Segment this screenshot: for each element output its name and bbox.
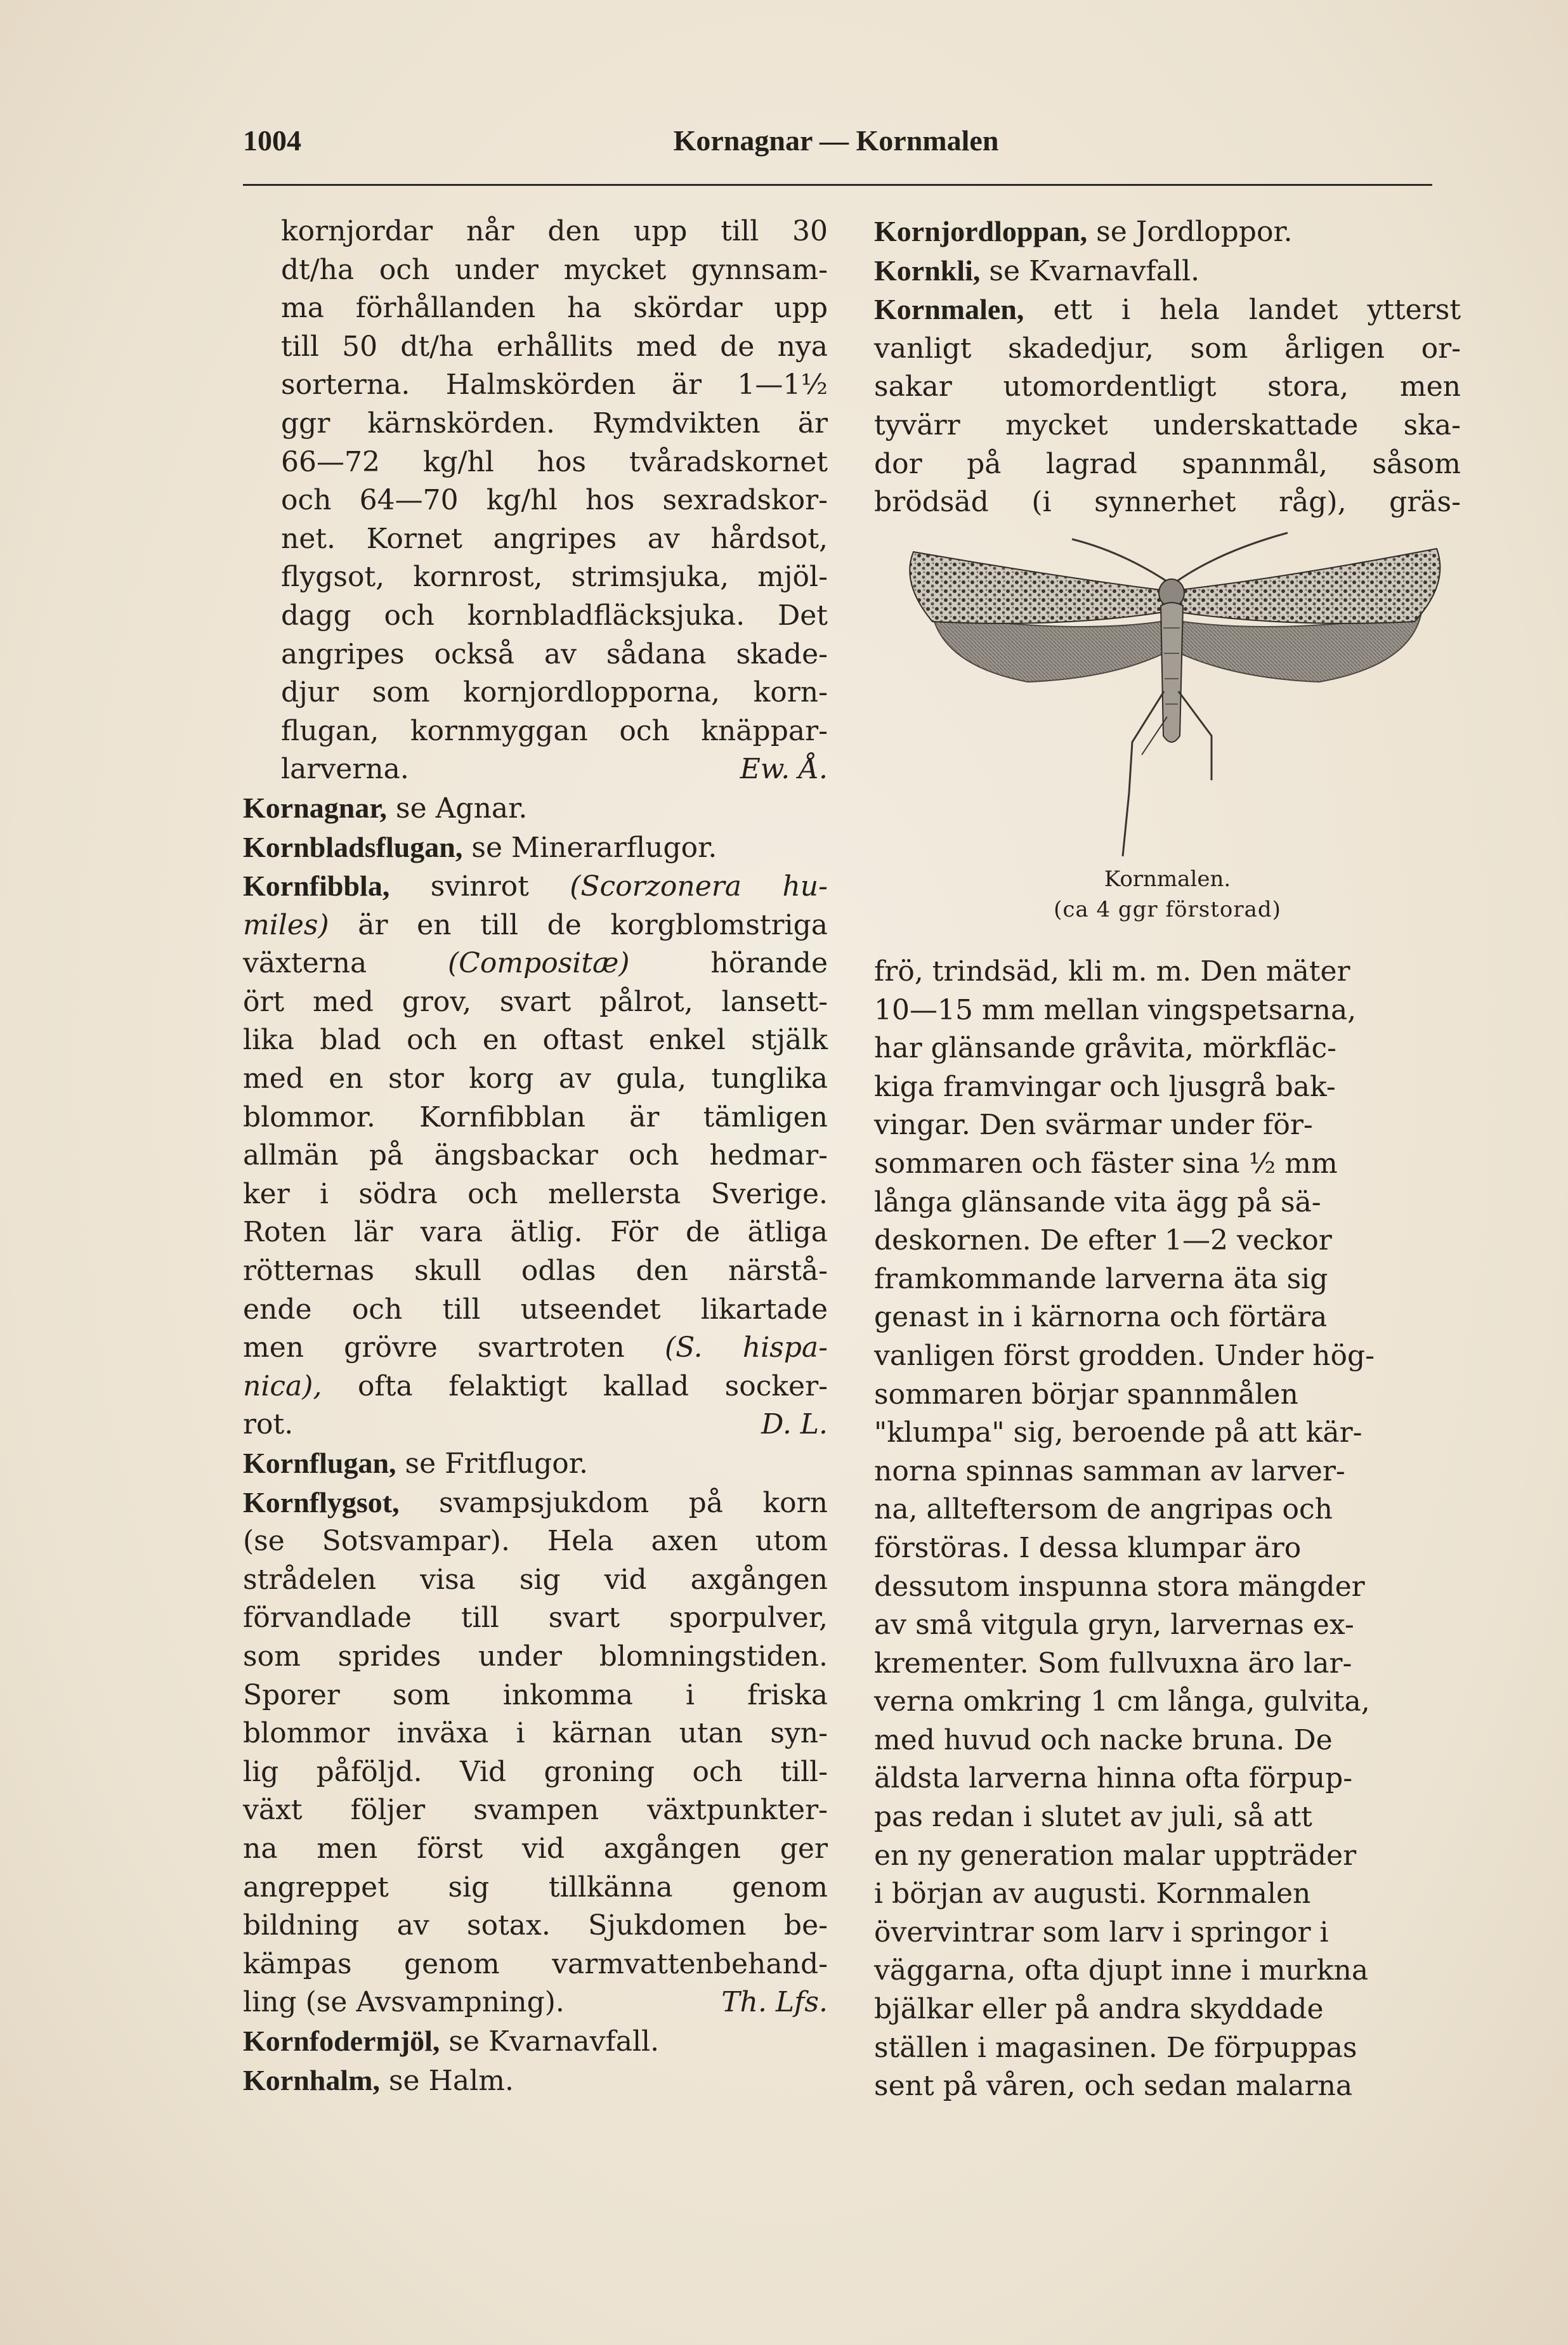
paragraph-end-line [243, 1983, 828, 2022]
line-text: kiga framvingar och ljusgrå bak- [874, 1070, 1336, 1103]
entry-text: se Halm. [379, 2064, 514, 2097]
paragraph-lines [243, 983, 828, 1329]
line-text: sakar utomordentligt stora, men [874, 370, 1461, 403]
line-text: en ny generation malar uppträder [874, 1839, 1357, 1872]
line-text: ling (se Avsvampning). [243, 1986, 565, 2019]
line-text: ma förhållanden ha skördar upp [281, 292, 828, 325]
entry-kornbladsflugan [243, 828, 828, 868]
line-text: sommaren börjar spannmålen [874, 1378, 1298, 1411]
line-text: flugan, kornmyggan och knäppar- [281, 714, 828, 747]
line-text: flygsot, kornrost, strimsjuka, mjöl- [281, 561, 828, 594]
entry-text: men grövre svartroten [243, 1331, 665, 1364]
entry-line [243, 1329, 828, 1368]
line-text: förstöras. I dessa klumpar äro [874, 1531, 1302, 1564]
entry-kornmalen [874, 291, 1461, 522]
entry-headword: Kornbladsflugan, [243, 830, 463, 863]
entry-headword: Kornmalen, [874, 293, 1024, 326]
entry-kornfodermjol [243, 2022, 828, 2061]
left-column [243, 212, 828, 2100]
line-text: norna spinnas samman av larver- [874, 1454, 1345, 1487]
line-text: ker i södra och mellersta Sverige. [243, 1177, 828, 1210]
entry-text: se Kvarnavfall. [440, 2025, 660, 2058]
line-text: sent på våren, och sedan malarna [874, 2070, 1353, 2103]
line-text: vanligen först grodden. Under hög- [874, 1339, 1375, 1372]
line-text: (se Sotsvampar). Hela axen utom [243, 1525, 828, 1558]
line-text: långa glänsande vita ägg på sä- [874, 1186, 1321, 1218]
line-text: dagg och kornbladfläcksjuka. Det [281, 599, 828, 632]
line-text: blommor inväxa i kärnan utan syn- [243, 1717, 828, 1750]
line-text: "klumpa" sig, beroende på att kär- [874, 1416, 1362, 1449]
latin-name: nica), [243, 1369, 322, 1402]
line-text: till 50 dt/ha erhållits med de nya [281, 330, 828, 363]
line-text: rötternas skull odlas den närstå- [243, 1255, 828, 1288]
entry-kornmalen-continued [874, 953, 1461, 2106]
line-text: ört med grov, svart pålrot, lansett- [243, 985, 828, 1018]
line-text: kornjordar når den upp till 30 [281, 215, 828, 247]
entry-headword: Kornfibbla, [243, 870, 390, 903]
line-text: frö, trindsäd, kli m. m. Den mäter [874, 955, 1350, 988]
entry-headword: Kornflugan, [243, 1447, 396, 1479]
line-text: med en stor korg av gula, tunglika [243, 1062, 828, 1095]
line-text: av små vitgula gryn, larvernas ex- [874, 1609, 1354, 1642]
entry-kornflygsot [243, 1484, 828, 2022]
line-text: dt/ha och under mycket gynnsam- [281, 253, 828, 286]
moth-illustration [882, 526, 1459, 882]
line-text: äldsta larverna hinna ofta förpup- [874, 1762, 1353, 1795]
line-text: vingar. Den svärmar under för- [874, 1109, 1313, 1142]
latin-name: (Compositæ) [448, 947, 630, 980]
line-text: deskornen. De efter 1—2 veckor [874, 1224, 1332, 1257]
entry-headword: Kornkli, [874, 254, 981, 287]
line-text: som sprides under blomningstiden. [243, 1640, 828, 1673]
line-text: väggarna, ofta djupt inne i murkna [874, 1954, 1369, 1987]
line-text: sommaren och fäster sina ½ mm [874, 1147, 1338, 1180]
line-text: verna omkring 1 cm långa, gulvita, [874, 1685, 1370, 1718]
right-antenna [1173, 533, 1288, 584]
right-column-top [874, 212, 1461, 522]
line-text: net. Kornet angripes av hårdsot, [281, 522, 828, 555]
line-text: genast in i kärnorna och förtära [874, 1301, 1328, 1334]
line-text: och 64—70 kg/hl hos sexradskor- [281, 484, 828, 517]
line-text: na, allteftersom de angripas och [874, 1493, 1333, 1526]
line-text: framkommande larverna äta sig [874, 1262, 1328, 1295]
latin-name: (Scorzonera hu- [570, 870, 828, 903]
right-leg [1179, 691, 1212, 780]
line-text: 10—15 mm mellan vingspetsarna, [874, 993, 1357, 1026]
entry-line [243, 906, 828, 945]
author-signature: Th. Lfs. [721, 1986, 828, 2019]
line-text: lig påföljd. Vid groning och till- [243, 1755, 828, 1788]
entry-kornkli [874, 252, 1461, 291]
line-text: pas redan i slutet av juli, så att [874, 1801, 1312, 1834]
paragraph-lines [243, 1522, 828, 1983]
entry-headword: Kornjordloppan, [874, 215, 1088, 247]
left-leg [1123, 691, 1164, 856]
line-text: angreppet sig tillkänna genom [243, 1871, 828, 1904]
entry-text: ett i hela landet ytterst [1024, 294, 1461, 327]
paragraph-lines [874, 330, 1461, 522]
line-text: strådelen visa sig vid axgången [243, 1563, 828, 1596]
line-text: lika blad och en oftast enkel stjälk [243, 1024, 828, 1057]
line-text: ggr kärnskörden. Rymdvikten är [281, 407, 828, 440]
entry-kornjordloppan [874, 212, 1461, 252]
line-text: rot. [243, 1408, 294, 1441]
line-text: Roten lär vara ätlig. För de ätliga [243, 1216, 828, 1249]
line-text: sorterna. Halmskörden är 1—1½ [281, 369, 828, 402]
entry-headword: Kornhalm, [243, 2063, 380, 2096]
entry-text: se Minerarflugor. [462, 831, 717, 864]
running-head: Kornagnar — Kornmalen [673, 124, 999, 157]
line-text: förvandlade till svart sporpulver, [243, 1602, 828, 1635]
line-text: krementer. Som fullvuxna äro lar- [874, 1647, 1352, 1680]
header-rule [243, 184, 1432, 186]
latin-name: (S. hispa- [664, 1331, 828, 1364]
entry-line [243, 1368, 828, 1406]
line-text: angripes också av sådana skade- [281, 637, 828, 670]
paragraph-end-line [243, 1406, 828, 1444]
left-hindwing [932, 615, 1164, 682]
entry-line [874, 291, 1461, 330]
line-text: larverna. [281, 753, 409, 786]
line-text: har glänsande gråvita, mörkfläc- [874, 1032, 1336, 1065]
figure-caption-title: Kornmalen. [1104, 866, 1231, 892]
line-text: bildning av sotax. Sjukdomen be- [243, 1909, 828, 1942]
line-text: dessutom inspunna stora mängder [874, 1570, 1365, 1603]
entry-text: är en till de korgblomstriga [329, 908, 828, 941]
entry-line [243, 1484, 828, 1523]
right-forewing [1179, 549, 1440, 624]
line-text: na men först vid axgången ger [243, 1832, 828, 1865]
right-column-bottom [874, 953, 1461, 2106]
latin-name: miles) [243, 908, 329, 941]
entry-headword: Kornfodermjöl, [243, 2024, 440, 2057]
line-text: ende och till utseendet likartade [243, 1293, 828, 1326]
author-signature: Ew. Å. [740, 753, 828, 786]
entry-text: hörande [629, 947, 828, 980]
right-hindwing [1180, 615, 1421, 682]
page-header [243, 124, 1429, 168]
entry-text: ofta felaktigt kallad socker- [322, 1369, 828, 1402]
paragraph-end-line [281, 750, 828, 789]
line-text: övervintrar som larv i springor i [874, 1916, 1329, 1949]
entry-line [243, 944, 828, 983]
line-text: blommor. Kornfibblan är tämligen [243, 1101, 828, 1133]
entry-text: växterna [243, 947, 448, 980]
entry-kornfibbla [243, 867, 828, 1444]
entry-continuation-korn [243, 212, 828, 789]
line-text: brödsäd (i synnerhet råg), gräs- [874, 486, 1461, 519]
line-text: ställen i magasinen. De förpuppas [874, 2031, 1357, 2064]
left-forewing [910, 552, 1164, 624]
line-text: kämpas genom varmvattenbehand- [243, 1947, 828, 1980]
line-text: 66—72 kg/hl hos tvåradskornet [281, 445, 828, 478]
left-antenna [1072, 539, 1170, 584]
line-text: dor på lagrad spannmål, såsom [874, 447, 1461, 480]
entry-text: se Jordloppor. [1087, 216, 1293, 248]
line-text: tyvärr mycket underskattade ska- [874, 408, 1461, 441]
line-text: vanligt skadedjur, som årligen or- [874, 332, 1461, 365]
line-text: allmän på ängsbackar och hedmar- [243, 1139, 828, 1172]
entry-text: se Kvarnavfall. [980, 254, 1200, 287]
line-text: bjälkar eller på andra skyddade [874, 1993, 1324, 2026]
line-text: Sporer som inkomma i friska [243, 1678, 828, 1711]
entry-headword: Kornagnar, [243, 791, 388, 824]
paragraph-lines [281, 212, 828, 750]
entry-kornhalm [243, 2061, 828, 2101]
entry-text: se Agnar. [387, 792, 528, 825]
entry-text: se Fritflugor. [396, 1447, 588, 1480]
entry-kornflugan [243, 1444, 828, 1484]
figure-caption-scale: (ca 4 ggr förstorad) [1054, 897, 1281, 922]
author-signature: D. L. [761, 1408, 828, 1441]
line-text: växt följer svampen växtpunkter- [243, 1794, 828, 1827]
entry-kornagnar [243, 789, 828, 828]
line-text: i början av augusti. Kornmalen [874, 1878, 1311, 1911]
line-text: djur som kornjordlopporna, korn- [281, 676, 828, 709]
entry-line [243, 867, 828, 906]
entry-text: svampsjukdom på korn [399, 1486, 828, 1519]
page-number: 1004 [243, 124, 301, 157]
line-text: med huvud och nacke bruna. De [874, 1723, 1333, 1756]
entry-text: svinrot [389, 870, 570, 903]
entry-headword: Kornflygsot, [243, 1486, 400, 1519]
